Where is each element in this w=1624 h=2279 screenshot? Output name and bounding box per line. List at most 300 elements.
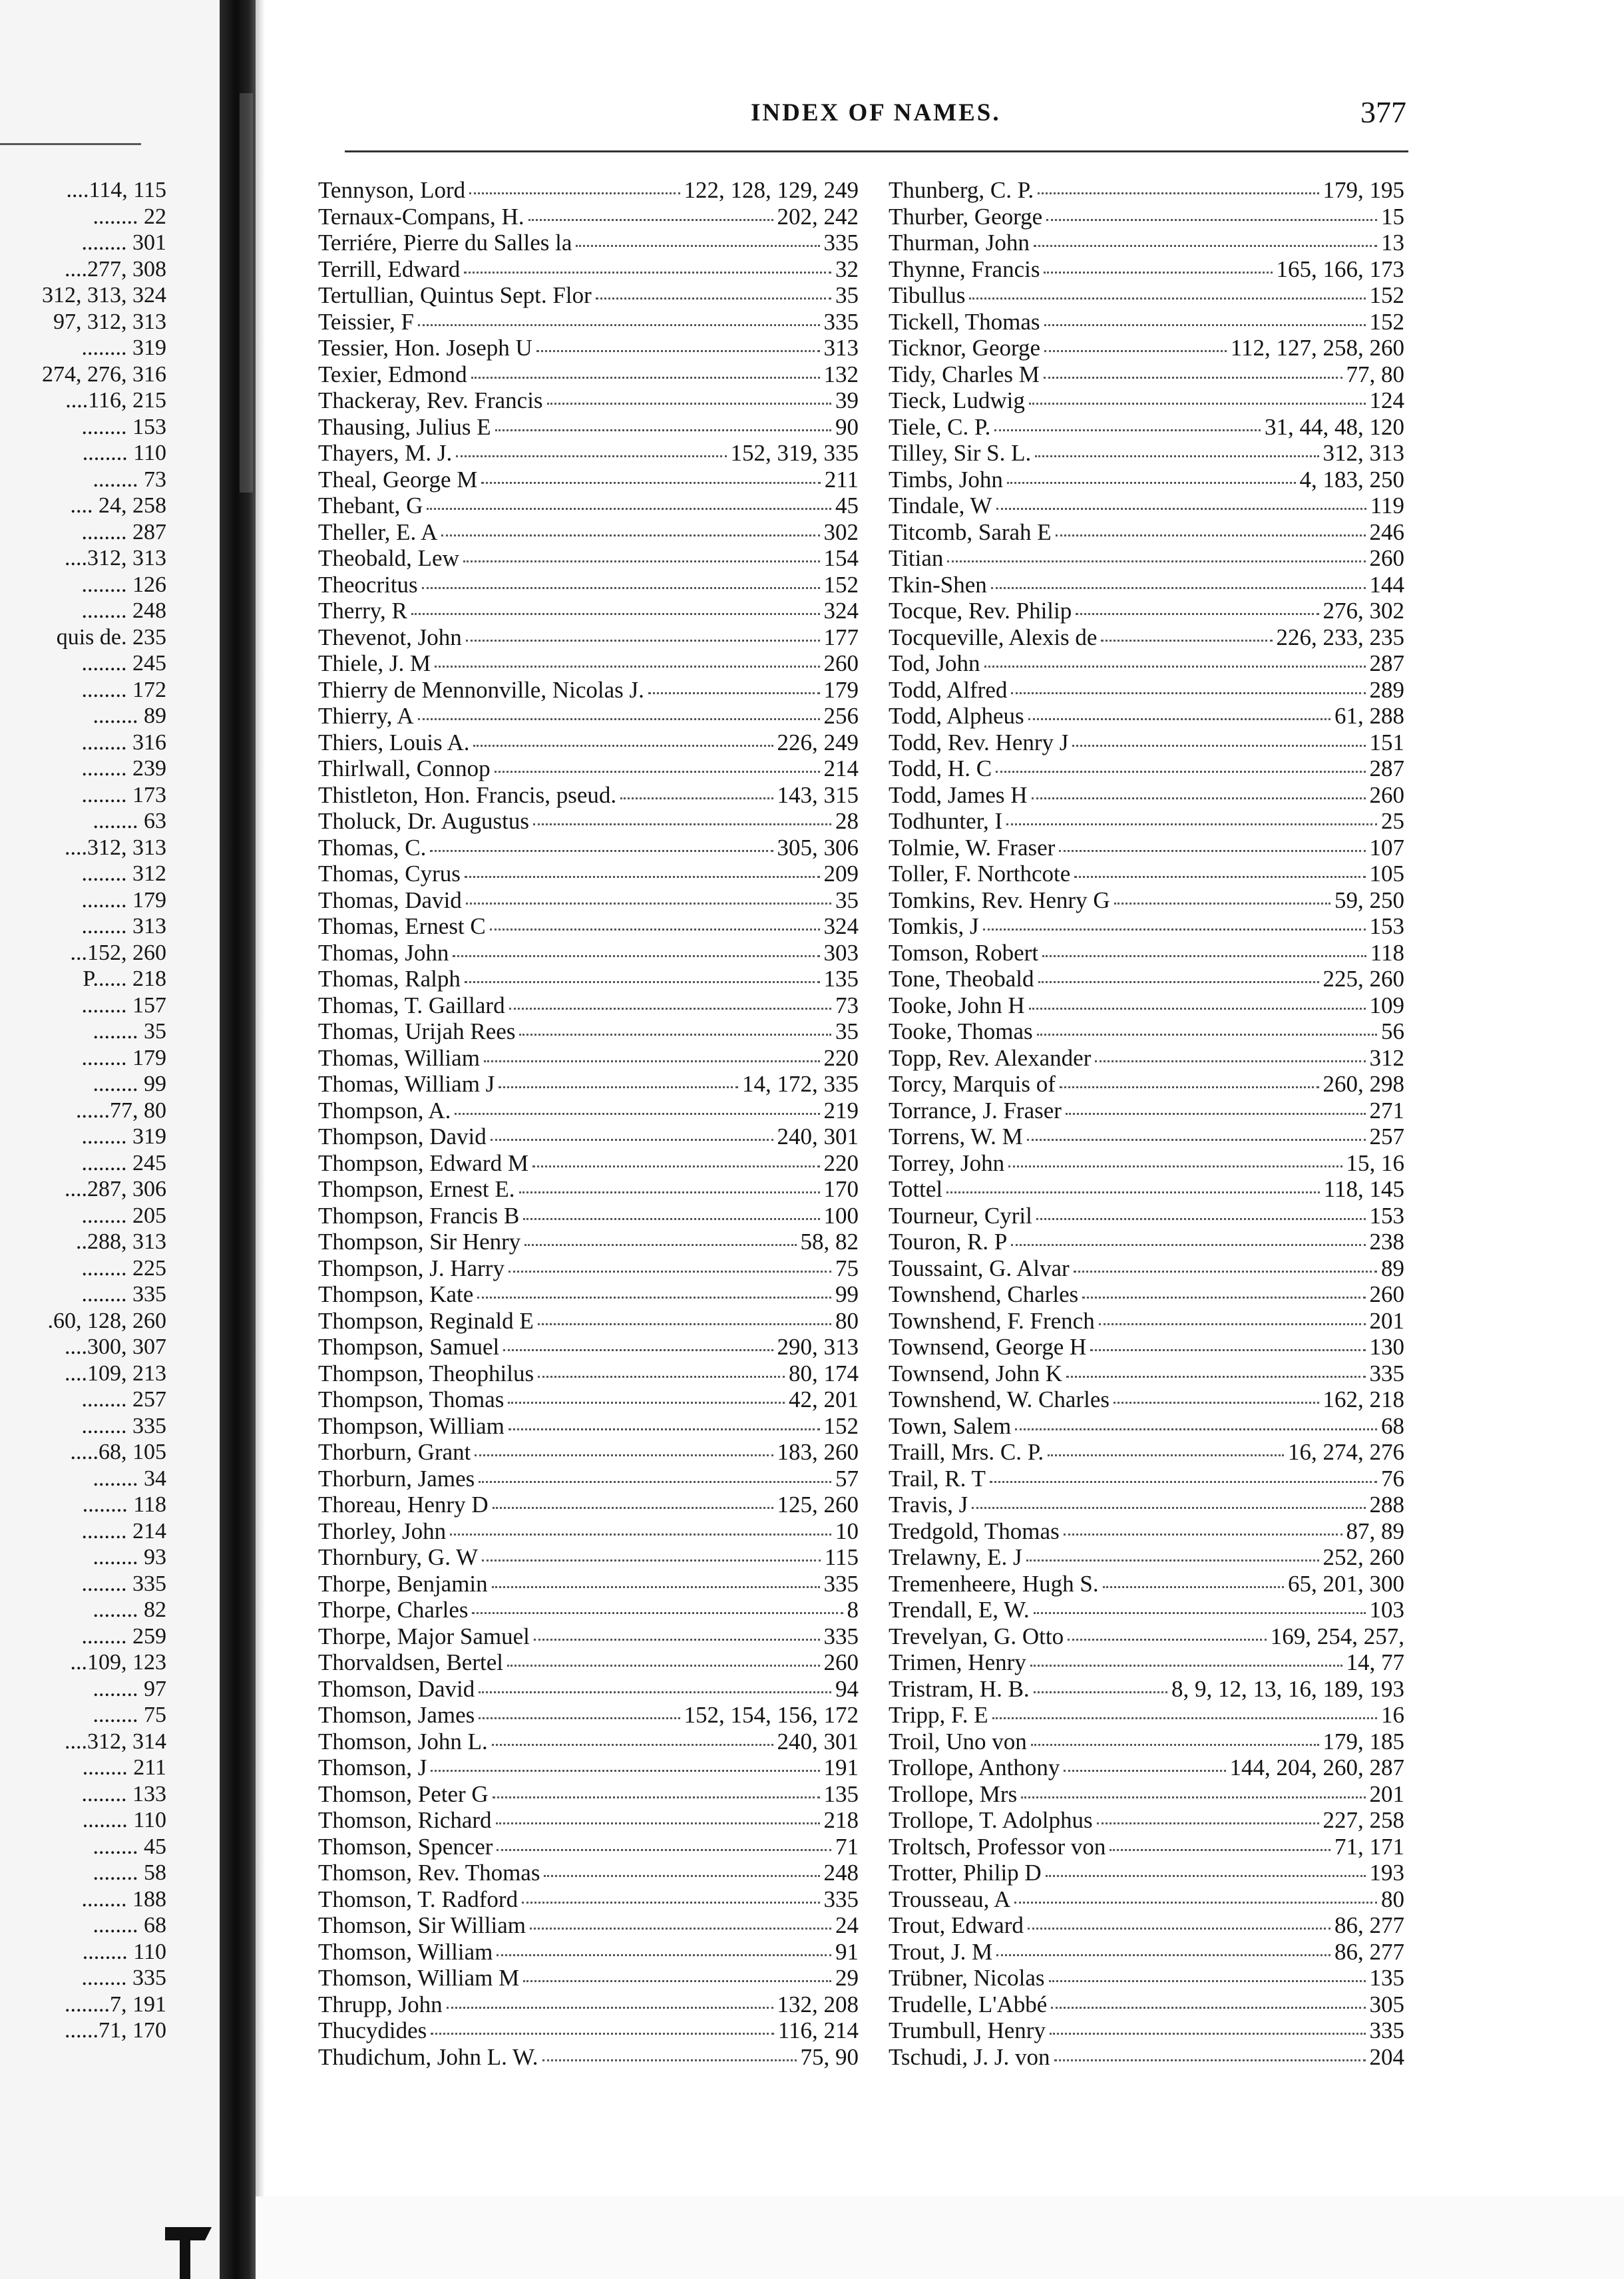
index-entry [889,1834,1404,1860]
index-entry [318,1702,859,1729]
index-entry [318,650,859,677]
index-entry [318,519,859,546]
entry-name: Thornbury, G. W [318,1544,479,1570]
dot-leader [530,1928,831,1930]
entry-pages: 252, 260 [1322,1544,1404,1570]
entry-name: Thorvaldsen, Bertel [318,1649,503,1675]
dot-leader [1037,1034,1377,1036]
entry-pages: 335 [1369,2017,1404,2043]
entry-name: Trout, Edward [889,1912,1024,1938]
index-entry [889,1571,1404,1597]
entry-name: Townsend, John K [889,1360,1063,1386]
index-entry [889,1492,1404,1518]
index-entry [318,887,859,914]
entry-name: Thompson, Francis B [318,1202,520,1229]
entry-pages: 202, 242 [777,203,859,230]
entry-pages: 313 [823,335,859,361]
index-entry [318,1834,859,1860]
index-entry [889,1886,1404,1913]
dot-leader [495,429,831,431]
entry-name: Tickell, Thomas [889,308,1040,335]
entry-pages: 107 [1369,834,1404,861]
entry-name: Tieck, Ludwig [889,387,1025,413]
dot-leader [482,1559,821,1561]
entry-pages: 135 [823,1780,859,1807]
index-entry [889,1781,1404,1808]
dot-leader [1064,1770,1225,1772]
dot-leader [538,1323,831,1325]
dot-leader [418,324,820,326]
entry-name: Torrance, J. Fraser [889,1097,1062,1124]
dot-leader [620,797,773,799]
entry-name: Thebant, G [318,493,423,518]
index-entry [889,1045,1404,1072]
dot-leader [418,718,820,720]
entry-name: Troil, Uno von [889,1728,1027,1755]
entry-pages: 226, 233, 235 [1276,624,1404,650]
entry-pages: 335 [823,1886,859,1912]
dot-leader [1048,1454,1284,1456]
entry-name: Todd, H. C [889,755,992,781]
entry-name: Town, Salem [889,1412,1012,1439]
entry-pages: 25 [1381,808,1404,834]
dot-leader [1042,955,1366,957]
entry-name: Thirlwall, Connop [318,755,491,781]
dot-leader [503,1349,773,1351]
entry-pages: 109 [1369,992,1404,1018]
index-entry [889,1255,1404,1282]
entry-name: Thompson, A. [318,1097,451,1124]
facing-page-line: ........ 35 [93,1019,166,1044]
entry-pages: 151 [1369,729,1404,755]
facing-page-line: ....312, 313 [65,546,166,570]
facing-page-line: ........ 45 [93,1834,166,1859]
entry-pages: 240, 301 [777,1124,859,1149]
index-entry [889,440,1404,467]
index-entry [318,493,859,519]
dot-leader [991,587,1366,589]
entry-pages: 214 [823,755,859,781]
entry-pages: 125, 260 [777,1492,859,1518]
facing-page-line: ........ 179 [81,1045,166,1070]
entry-pages: 86, 277 [1334,1912,1404,1938]
entry-name: Thomson, Peter G [318,1780,489,1807]
dot-leader [1049,1980,1366,1982]
facing-page-line: ........ 188 [81,1886,166,1912]
entry-pages: 257 [1369,1124,1404,1149]
entry-pages: 152 [1369,308,1404,335]
index-entry [889,230,1404,256]
entry-name: Thompson, Reginald E [318,1307,534,1334]
dot-leader [523,1980,831,1982]
entry-name: Tholuck, Dr. Augustus [318,808,529,834]
entry-name: Travis, J [889,1492,968,1518]
index-entry [318,177,859,204]
index-entry [318,230,859,256]
facing-page-line: ......71, 170 [65,2018,166,2043]
facing-page-line: ........ 316 [81,729,166,755]
index-entry [889,703,1404,729]
facing-page-line: ........ 179 [81,887,166,913]
entry-pages: 303 [823,939,859,966]
index-entry [889,177,1404,204]
index-entry [889,256,1404,283]
entry-pages: 13 [1381,230,1404,256]
entry-pages: 226, 249 [777,729,859,755]
entry-pages: 10 [835,1518,859,1544]
entry-pages: 31, 44, 48, 120 [1265,413,1404,440]
entry-pages: 32 [835,256,859,282]
entry-name: Thomas, Cyrus [318,861,461,887]
entry-name: Thompson, Theophilus [318,1360,534,1386]
entry-pages: 135 [1369,1965,1404,1991]
entry-pages: 201 [1369,1307,1404,1334]
dot-leader [1054,2059,1366,2061]
index-entry [889,1649,1404,1676]
facing-page-line: ....300, 307 [65,1335,166,1359]
entry-pages: 24 [835,1912,859,1938]
dot-leader [542,2059,797,2061]
facing-page-line: ........ 245 [81,651,166,676]
facing-page-line: ........7, 191 [65,1991,166,2017]
entry-name: Tremenheere, Hugh S. [889,1570,1099,1597]
index-entry [889,1860,1404,1886]
entry-name: Trollope, Mrs [889,1780,1018,1807]
dot-leader [969,298,1365,300]
entry-name: Trevelyan, G. Otto [889,1623,1064,1649]
entry-pages: 260 [1369,1281,1404,1307]
index-entry [318,2044,859,2071]
entry-pages: 287 [1369,755,1404,781]
entry-pages: 118, 145 [1323,1176,1404,1202]
facing-page-line: ........ 157 [81,992,166,1018]
index-entry [318,1755,859,1781]
entry-pages: 35 [835,1018,859,1044]
dot-leader [1050,2033,1366,2035]
entry-name: Tourneur, Cyril [889,1202,1032,1229]
entry-pages: 152, 154, 156, 172 [684,1702,859,1728]
page-corner-mark [165,2227,212,2279]
facing-page-line: ........ 97 [93,1676,166,1701]
entry-pages: 225, 260 [1322,966,1404,992]
dot-leader [532,1165,820,1167]
index-entry [318,440,859,467]
page-number: 377 [1360,95,1406,129]
facing-page-line: ........ 173 [81,782,166,807]
entry-pages: 260 [1369,545,1404,571]
entry-pages: 276, 302 [1322,598,1404,624]
dot-leader [519,1191,820,1193]
dot-leader [990,1481,1377,1483]
index-entry [318,387,859,414]
facing-page-line: ........ 319 [81,335,166,360]
dot-leader [447,2007,773,2009]
index-entry [889,861,1404,887]
dot-leader [538,1376,785,1378]
entry-pages: 170 [823,1176,859,1202]
dot-leader [1103,1586,1284,1588]
entry-name: Tennyson, Lord [318,177,466,203]
dot-leader [1066,1113,1366,1115]
entry-name: Thompson, J. Harry [318,1255,505,1281]
entry-name: Thiers, Louis A. [318,729,470,755]
entry-pages: 335 [823,308,859,335]
facing-page-line: ........ 82 [93,1597,166,1622]
entry-pages: 248 [823,1860,859,1886]
entry-name: Thomas, Ernest C [318,913,486,939]
index-entry [318,1255,859,1282]
entry-name: Traill, Mrs. C. P. [889,1439,1044,1465]
entry-pages: 177 [823,624,859,650]
entry-pages: 179 [823,676,859,703]
entry-name: Tomson, Robert [889,939,1039,966]
facing-page-line: ........ 68 [93,1913,166,1938]
entry-pages: 152 [823,571,859,598]
index-entry [889,887,1404,914]
dot-leader [1044,350,1227,352]
index-entry [318,1045,859,1072]
index-column-left [318,177,859,2070]
facing-page-line: ........ 89 [93,704,166,728]
entry-pages: 256 [823,703,859,729]
entry-pages: 15 [1381,203,1404,230]
index-entry [889,1281,1404,1308]
index-entry [318,361,859,388]
entry-name: Trollope, Anthony [889,1755,1060,1780]
dot-leader [456,455,726,457]
index-entry [318,913,859,940]
facing-page-line: ........ 63 [93,809,166,833]
index-entry [318,861,859,887]
entry-name: Todd, Alpheus [889,703,1024,729]
dot-leader [983,929,1366,931]
entry-name: Trout, J. M [889,1938,993,1965]
facing-page-line: ........ 335 [81,1571,166,1596]
facing-page-line: ....114, 115 [66,178,166,202]
dot-leader [492,1586,820,1588]
index-entry [318,1229,859,1255]
index-entry [318,782,859,809]
facing-page-line: ........ 313 [81,914,166,938]
dot-leader [508,1402,785,1404]
entry-pages: 35 [835,887,859,913]
facing-page-line: ........ 312 [81,861,166,886]
entry-pages: 87, 89 [1346,1518,1404,1544]
facing-page-line: ........ 73 [93,467,166,492]
facing-page-line: ....287, 306 [65,1177,166,1201]
dot-leader [481,482,820,484]
dot-leader [455,1113,819,1115]
index-entry [318,1807,859,1834]
index-entry [889,1676,1404,1703]
dot-leader [1074,1271,1377,1273]
facing-page-line: ........ 110 [82,1808,166,1832]
entry-name: Thompson, Sir Henry [318,1229,521,1255]
entry-pages: 99 [835,1281,859,1307]
entry-pages: 335 [1369,1360,1404,1386]
index-entry [318,1018,859,1045]
dot-leader [427,508,831,510]
entry-pages: 152 [823,1412,859,1439]
index-entry [889,309,1404,335]
dot-leader [536,350,820,352]
book-gutter [220,0,261,2279]
entry-pages: 260 [823,650,859,676]
dot-leader [1068,1639,1267,1641]
entry-name: Thomson, William M [318,1965,520,1991]
entry-pages: 220 [823,1044,859,1071]
dot-leader [1007,482,1296,484]
entry-pages: 75 [835,1255,859,1281]
entry-pages: 71 [835,1833,859,1860]
dot-leader [497,1849,831,1851]
entry-name: Thomas, T. Gaillard [318,992,505,1018]
entry-pages: 335 [823,1570,859,1597]
entry-name: Thucydides [318,2017,427,2043]
dot-leader [430,850,773,852]
dot-leader [499,1086,738,1088]
dot-leader [493,1796,820,1798]
entry-name: Thompson, Ernest E. [318,1176,515,1202]
entry-pages: 28 [835,808,859,834]
entry-name: Thorburn, Grant [318,1439,471,1465]
index-entry [889,1176,1404,1203]
entry-pages: 91 [835,1938,859,1965]
index-entry [318,1176,859,1203]
entry-name: Todd, Alfred [889,676,1008,703]
entry-pages: 4, 183, 250 [1299,466,1404,493]
entry-name: Tristram, H. B. [889,1675,1030,1702]
dot-leader [1031,1744,1319,1746]
entry-pages: 94 [835,1675,859,1702]
entry-pages: 8 [847,1597,859,1623]
entry-name: Todd, James H [889,781,1028,808]
index-entry [318,1991,859,2018]
entry-name: Terriére, Pierre du Salles la [318,230,572,256]
entry-name: Troltsch, Professor von [889,1833,1106,1860]
index-entry [889,1702,1404,1729]
dot-leader [1011,1244,1365,1246]
dot-leader [495,771,820,773]
entry-pages: 153 [1369,913,1404,939]
entry-name: Ternaux-Compans, H. [318,203,524,230]
index-entry [318,256,859,283]
index-entry [889,1413,1404,1440]
entry-pages: 218 [823,1807,859,1833]
entry-pages: 80 [1381,1886,1404,1912]
index-entry [889,1386,1404,1413]
dot-leader [523,1218,819,1220]
dot-leader [465,981,820,983]
dot-leader [1026,1559,1319,1561]
dot-leader [1036,1218,1366,1220]
entry-pages: 100 [823,1202,859,1229]
entry-name: Townshend, F. French [889,1307,1095,1334]
index-entry [889,913,1404,940]
entry-name: Titcomb, Sarah E [889,518,1052,545]
index-entry [318,309,859,335]
index-entry [889,1991,1404,2018]
index-entry [889,782,1404,809]
dot-leader [1059,850,1365,852]
entry-pages: 312 [1369,1044,1404,1071]
entry-pages: 71, 171 [1334,1833,1404,1860]
index-entry [889,545,1404,572]
entry-pages: 302 [823,518,859,545]
dot-leader [1095,1060,1365,1062]
entry-name: Thorpe, Major Samuel [318,1623,530,1649]
index-entry [889,467,1404,493]
entry-name: Tocque, Rev. Philip [889,598,1072,624]
entry-name: Ticknor, George [889,335,1041,361]
index-entry [318,335,859,361]
facing-page-line: ....277, 308 [65,256,166,282]
dot-leader [1074,876,1365,878]
page-bottom-margin [256,2196,1624,2279]
facing-page-line: ........ 225 [81,1255,166,1281]
index-entry [889,1597,1404,1623]
facing-page-line: ......77, 80 [76,1098,166,1123]
dot-leader [411,613,820,615]
facing-page-line: ........ 248 [81,598,166,623]
dot-leader [522,1902,819,1904]
dot-leader [491,1139,773,1141]
entry-name: Thomson, T. Radford [318,1886,518,1912]
dot-leader [1028,1928,1330,1930]
entry-pages: 204 [1369,2043,1404,2070]
facing-page-line: .... 24, 258 [70,493,166,518]
dot-leader [475,1454,773,1456]
index-entry [889,1098,1404,1124]
entry-name: Tertullian, Quintus Sept. Flor [318,282,592,308]
facing-page-line: ........ 257 [81,1387,166,1412]
dot-leader [1044,272,1272,274]
facing-page-line: ...152, 260 [70,940,166,965]
dot-leader [1097,1822,1319,1824]
facing-page-line: .....68, 105 [70,1440,166,1464]
dot-leader [947,560,1365,562]
index-entry [889,572,1404,598]
entry-name: Thomson, Sir William [318,1912,526,1938]
entry-pages: 14, 77 [1346,1649,1404,1675]
index-entry [318,755,859,782]
index-entry [318,835,859,861]
dot-leader [1006,823,1377,825]
dot-leader [1060,1086,1319,1088]
dot-leader [472,1612,843,1614]
dot-leader [1046,219,1377,221]
entry-pages: 287 [1369,650,1404,676]
index-entry [889,1439,1404,1466]
dot-leader [466,903,831,905]
dot-leader [469,192,680,194]
index-entry [889,1939,1404,1966]
dot-leader [1015,1428,1377,1430]
index-entry [318,1334,859,1360]
index-entry [889,519,1404,546]
facing-page-line: 274, 276, 316 [42,361,166,387]
dot-leader [534,1639,820,1641]
facing-page-line: ........ 58 [93,1860,166,1885]
entry-pages: 260 [1369,781,1404,808]
entry-pages: 122, 128, 129, 249 [684,177,859,203]
entry-name: Todd, Rev. Henry J [889,729,1069,755]
entry-name: Trumbull, Henry [889,2017,1046,2043]
dot-leader [1114,1402,1319,1404]
index-entry [318,1571,859,1597]
dot-leader [509,1008,831,1010]
entry-name: Trendall, E, W. [889,1597,1030,1623]
